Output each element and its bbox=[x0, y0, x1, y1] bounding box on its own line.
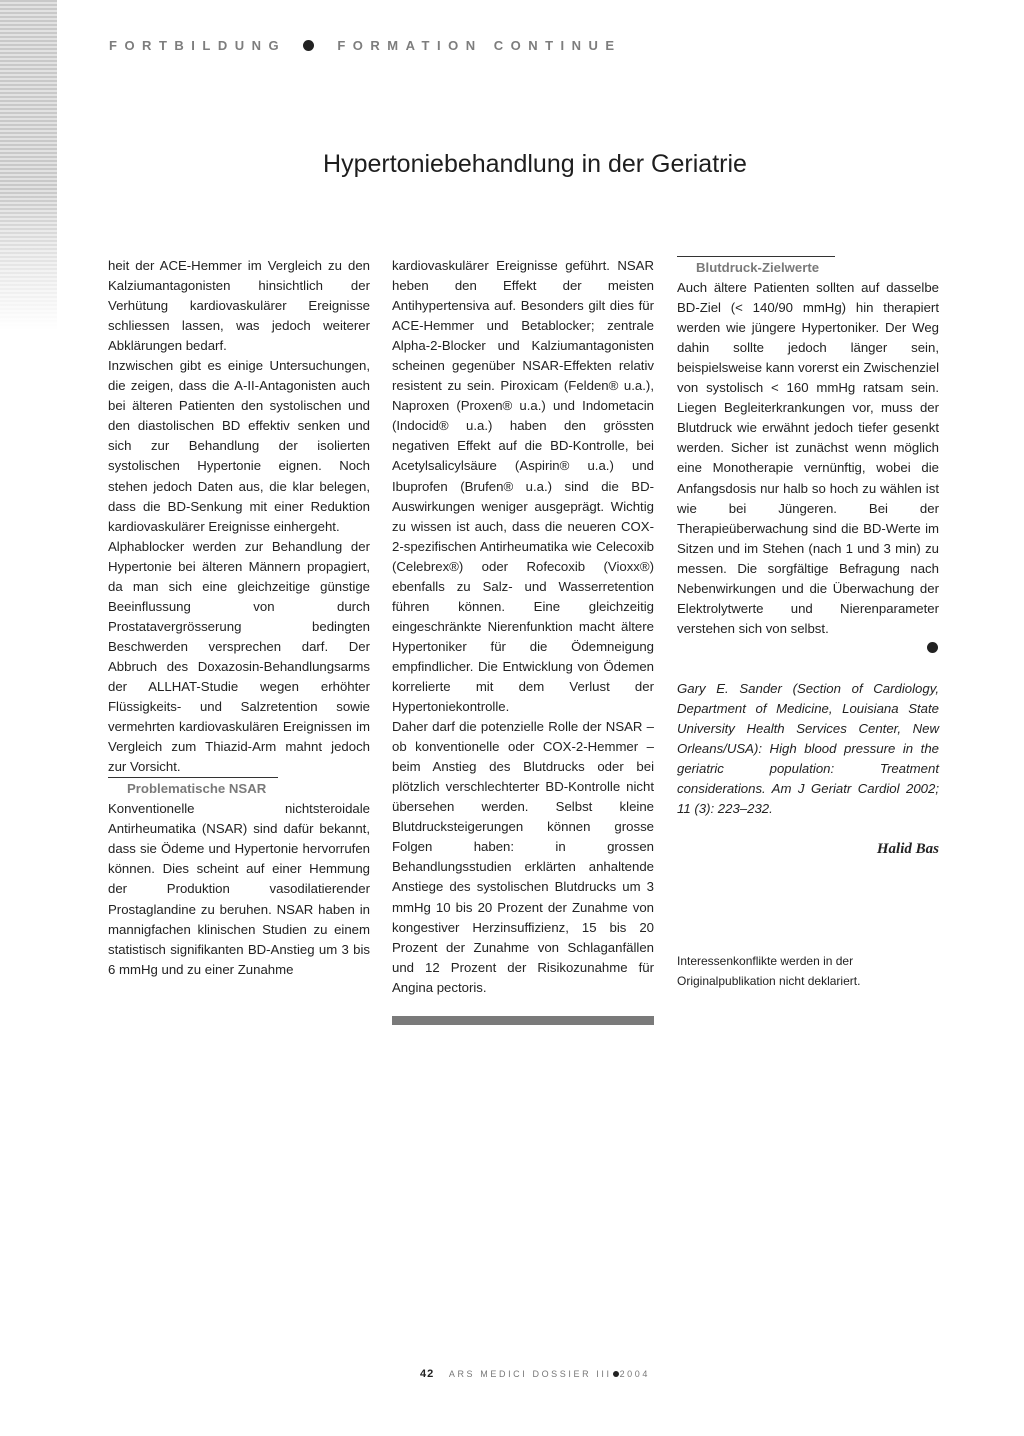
end-dot-icon bbox=[927, 642, 938, 653]
author-name: Halid Bas bbox=[876, 841, 939, 858]
section-heading-problematische-nsar: Problematische NSAR bbox=[108, 777, 278, 799]
conflict-of-interest-note: Interessenkonflikte werden in der Originalpublikation nicht deklariert. bbox=[677, 954, 861, 989]
text-column-2 bbox=[392, 256, 654, 998]
paragraph: Auch ältere Patienten sollten auf dasselbe BD-Ziel (< 140/90 mmHg) hin therapiert werden wie jüngere Hypertoniker. Der Weg dahin sollte jedoch länger sein, beispielsweise kann vorerst ein Zwischenziel von systolisch < 160 mmHg ratsam sein. Liegen Begleiterkrankungen vor, muss der Blutdruck wie erwähnt jedoch tiefer gesenkt werden. Sicher ist zunächst wenn möglich eine Monotherapie vernünftig, wobei die Anfangsdosis nur halb so hoch zu wählen ist wie bei Jüngeren. Bei der Therapieüberwachung sind die BD-Werte im Sitzen und im Stehen (nach 1 und 3 min) zu messen. Die sorgfältige Befragung nach Nebenwirkungen und die Überwachung der Elektrolytwerte und Nierenparameter verstehen sich von selbst. bbox=[677, 280, 939, 636]
page-footer bbox=[0, 1368, 1024, 1380]
section-label-formation-continue: FORMATION CONTINUE bbox=[337, 38, 622, 53]
paragraph: kardiovaskulärer Ereignisse geführt. NSAR heben den Effekt der meisten Antihypertensiva auf. Besonders gilt dies für ACE-Hemmer und Betablocker; zentrale Alpha-2-Blocker und Kalziumantagonisten scheinen gegenüber NSAR-Effekten relativ resistent zu sein. Piroxicam (Felden® u.a.), Naproxen (Proxen® u.a.) und Indometacin (Indocid® u.a.) haben den grössten negativen Effekt auf die BD-Kontrolle, bei Acetylsalicylsäure (Aspirin® u.a.) und Ibuprofen (Brufen® u.a.) sind die BD-Auswirkungen weniger ausgeprägt. Wichtig zu wissen ist auch, dass die neueren COX-2-spezifischen Antirheumatika wie Celecoxib (Celebrex®) oder Rofecoxib (Vioxx®) ebenfalls zu Salz- und Wasserretention führen können. Eine gleichzeitig eingeschränkte Nierenfunktion macht ältere Hypertoniker für die Ödemneigung empfindlicher. Die Entwicklung von Ödemen korrelierte mit dem Verlust der Hypertoniekontrolle. bbox=[392, 258, 654, 715]
paragraph: Inzwischen gibt es einige Untersuchungen, die zeigen, dass die A-II-Antagonisten auch bei älteren Patienten den systolischen und den diastolischen BD effektiv senken und sich zur Behandlung der isolierten systolischen Hypertonie eignen. Noch stehen jedoch Daten aus, die klar belegen, dass die BD-Senkung mit einer Reduktion kardiovaskulärer Ereignisse einhergeht. bbox=[108, 358, 370, 534]
source-reference: Gary E. Sander (Section of Cardiology, Department of Medicine, Louisiana State University Health Services Center, New Orleans/USA): High blood pressure in the geriatric population: Treatment considerations. Am J Geriatr Cardiol 2002; 11 (3): 223–232. bbox=[677, 680, 939, 817]
page-number: 42 bbox=[420, 1368, 435, 1380]
text-column-3 bbox=[677, 256, 939, 991]
text-column-1 bbox=[108, 256, 370, 980]
publication-name: ARS MEDICI DOSSIER III bbox=[448, 1369, 612, 1379]
section-label-fortbildung: FORTBILDUNG bbox=[109, 38, 287, 53]
paragraph: Alphablocker werden zur Behandlung der Hypertonie bei älteren Männern propagiert, da man sich eine gleichzeitige günstige Beeinflussung von durch Prostatavergrösserung bedingten Beschwerden versprechen darf. Der Abbruch des Doxazosin-Behandlungsarms der ALLHAT-Studie wegen erhöhter Flüssigkeits- und Salzretention sowie vermehrten kardiovaskulären Ereignissen im Vergleich zum Thiazid-Arm mahnt jedoch zur Vorsicht. bbox=[108, 538, 370, 775]
publication-year: 2004 bbox=[619, 1369, 650, 1379]
end-of-article-marker bbox=[677, 639, 939, 659]
footer-dot-icon bbox=[613, 1371, 619, 1377]
running-header bbox=[109, 38, 622, 53]
paragraph: Konventionelle nichtsteroidale Antirheumatika (NSAR) sind dafür bekannt, dass sie Ödeme und Hypertonie hervorrufen können. Dies scheint auf einer Hemmung der Produktion vasodilatierender Prostaglandine zu beruhen. NSAR haben in mannigfachen klinischen Studien zu einem statistisch signifikanten BD-Anstieg um 3 bis 6 mmHg und zu einer Zunahme bbox=[108, 801, 370, 977]
bullet-dot-icon bbox=[303, 40, 314, 51]
decorative-gray-bar bbox=[392, 1016, 654, 1025]
paragraph: Daher darf die potenzielle Rolle der NSAR – ob konventionelle oder COX-2-Hemmer – beim Anstieg des Blutdrucks oder bei plötzlich verschlechterter BD-Kontrolle nicht übersehen werden. Selbst kleine Blutdrucksteigerungen können grosse Folgen haben: in grossen Behandlungsstudien erklärten anhaltende Anstiege des systolischen Blutdrucks um 3 mmHg 10 bis 20 Prozent der Zunahme von kongestiver Herzinsuffizienz, 15 bis 20 Prozent der Zunahme von Schlaganfällen und 12 Prozent der Risikozunahme für Angina pectoris. bbox=[392, 719, 654, 995]
paragraph: heit der ACE-Hemmer im Vergleich zu den Kalziumantagonisten hinsichtlich der Verhütung kardiovaskulärer Ereignisse schliessen lassen, was jedoch weiterer Abklärungen bedarf. bbox=[108, 258, 370, 354]
article-title: Hypertoniebehandlung in der Geriatrie bbox=[323, 150, 747, 178]
section-heading-blutdruck-zielwerte: Blutdruck-Zielwerte bbox=[677, 256, 835, 278]
